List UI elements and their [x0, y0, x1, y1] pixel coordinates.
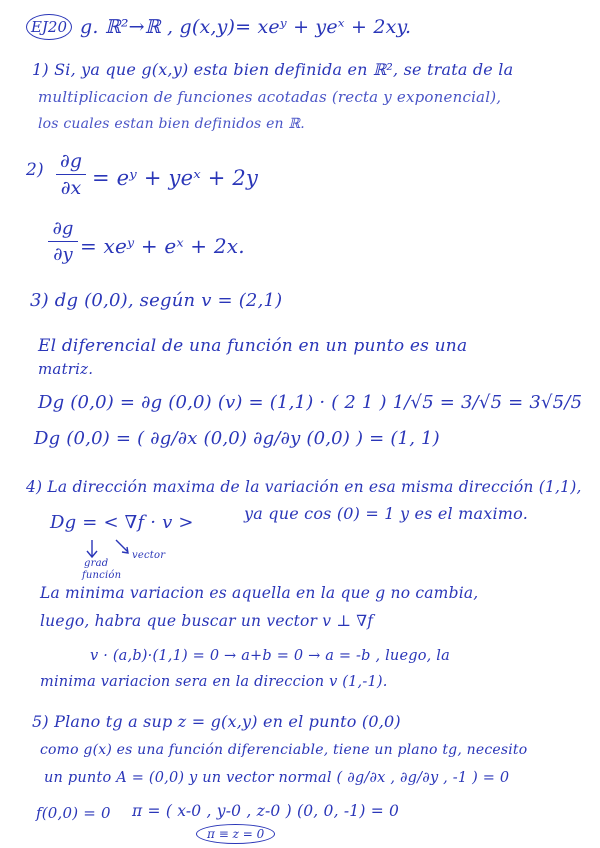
item4-gradient-product: Dg = < ∇f · v >: [50, 512, 194, 533]
item5-f00: f(0,0) = 0: [36, 804, 111, 822]
item4-line1: 4) La dirección maxima de la variación en esa misma dirección (1,1),: [26, 478, 582, 496]
dg-dy-numerator: ∂g: [52, 218, 74, 239]
item5-tangent-plane: π = ( x-0 , y-0 , z-0 ) (0, 0, -1) = 0: [132, 802, 400, 820]
annotation-function: función: [82, 570, 122, 581]
item1-line1: 1) Si, ya que g(x,y) esta bien definida en ℝ², se trata de la: [32, 60, 514, 79]
item5-line2: como g(x) es una función diferenciable, tiene un plano tg, necesito: [40, 742, 528, 758]
item5-line1: 5) Plano tg a sup z = g(x,y) en el punto (0,0): [32, 712, 401, 731]
exercise-badge: EJ20: [26, 14, 72, 40]
item4-cos-remark: ya que cos (0) = 1 y es el maximo.: [244, 504, 528, 523]
item4-paragraph-line2: luego, habra que buscar un vector v ⊥ ∇f: [40, 612, 374, 630]
item5-circled-result: π ≡ z = 0: [196, 824, 275, 844]
item4-paragraph-line1: La minima variacion es aquella en la que g no cambia,: [40, 584, 479, 602]
item3-paragraph-line2: matriz.: [38, 360, 94, 378]
item2-number: 2): [26, 160, 44, 180]
item3-paragraph-line1: El diferencial de una función en un punto es una: [38, 336, 468, 356]
dg-dx-expression: = eʸ + yeˣ + 2y: [92, 166, 259, 190]
dg-dx-numerator: ∂g: [60, 150, 82, 172]
dg-dx-fraction: [56, 150, 86, 199]
dg-dy-denominator: ∂y: [53, 244, 73, 265]
item1-line3: los cuales estan bien definidos en ℝ.: [38, 116, 305, 132]
annotation-vector: vector: [132, 550, 166, 561]
dg-dy-expression: = xeʸ + eˣ + 2x.: [80, 234, 245, 258]
dg-dx-denominator: ∂x: [60, 177, 82, 199]
item5-line3: un punto A = (0,0) y un vector normal ( ∂g/∂x , ∂g/∂y , -1 ) = 0: [44, 770, 510, 786]
exercise-statement: g. ℝ²→ℝ , g(x,y)= xeʸ + yeˣ + 2xy.: [80, 16, 412, 38]
item1-line2: multiplicacion de funciones acotadas (recta y exponencial),: [38, 88, 502, 106]
item4-paragraph-line3: v · (a,b)·(1,1) = 0 → a+b = 0 → a = -b , luego, la: [90, 648, 450, 664]
item3-equation1: Dg (0,0) = ∂g (0,0) (v) = (1,1) · ( 2 1 ) 1/√5 = 3/√5 = 3√5/5: [38, 392, 583, 413]
item4-paragraph-line4: minima variacion sera en la direccion v (1,-1).: [40, 674, 388, 690]
dg-dy-fraction: [48, 218, 78, 265]
item3-title: 3) dg (0,0), según v = (2,1): [30, 290, 283, 311]
annotation-grad: grad: [84, 558, 109, 569]
item3-equation2: Dg (0,0) = ( ∂g/∂x (0,0) ∂g/∂y (0,0) ) = (1, 1): [34, 428, 440, 449]
